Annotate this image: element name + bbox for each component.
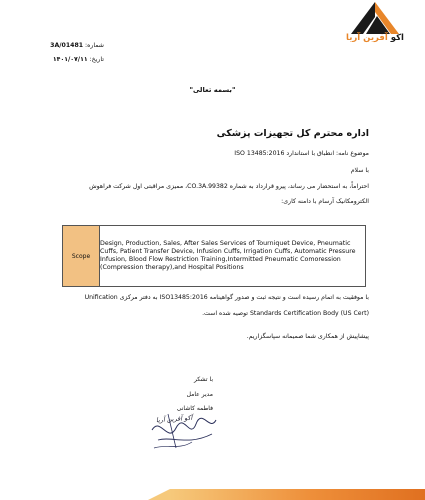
greeting: با سلام [350, 167, 369, 174]
logo-mark-icon [346, 2, 404, 34]
scope-table [62, 225, 366, 287]
number-value: 3A/01481 [50, 42, 84, 49]
signature-title: مدیر عامل [186, 391, 213, 398]
footer-accent-bar [170, 489, 425, 500]
company-name [338, 33, 412, 43]
letter-date [14, 56, 104, 63]
date-value: ۱۴۰۱/۰۷/۱۱ [52, 56, 88, 63]
scope-text: Design, Production, Sales, After Sales Services of Tourniquet Device, Pneumatic Cuffs, Patient Transfer Device, Infusion Cuffs, Irrigation Cuffs, Automatic Pressure Infusion, Blood Flow Restriction Training,Intermitted Pneumatic Comoression (Compression therapy),and Hospital Positions [100, 226, 366, 287]
subject-line [234, 150, 369, 157]
closing-line: پیشاپیش از همکاری شما صمیمانه سپاسگزاریم. [246, 333, 369, 340]
body-line-1: احتراماً، به استحضار می رساند، پیرو قرارداد به شماره CO.3A.99382، ممیزی مراقبتی اول شرکت فراهوش [89, 183, 369, 190]
scope-row [63, 226, 366, 287]
signature-thanks: با تشکر [193, 376, 213, 383]
scope-label: Scope [63, 226, 100, 287]
company-name-part1: اکو [390, 33, 404, 43]
bismillah-heading: "بسمه تعالی" [189, 86, 236, 94]
number-label: شماره: [85, 42, 104, 49]
subject-text: انطباق با استاندارد ISO 13485:2016 [234, 150, 335, 157]
recipient-heading: اداره محترم کل تجهیزات پزشکی [216, 128, 369, 139]
subject-label: موضوع نامه: [336, 150, 369, 157]
date-label: تاریخ: [89, 56, 104, 63]
result-line-2: Standards Certification Body (US Cert) توصیه شده است. [202, 310, 369, 317]
company-name-part2: آفرین آریا [346, 33, 388, 43]
company-logo [338, 2, 412, 48]
letter-number [14, 42, 104, 49]
signature-name: فاطمه کاشانی [176, 405, 213, 412]
body-line-2: الکترومکانیک آرسام با دامنه کاری: [281, 198, 369, 205]
stamp-text: آکو آفرین آریا [155, 413, 193, 425]
result-line-1: با موفقیت به اتمام رسیده است و نتیجه ثبت و صدور گواهینامه ISO13485:2016 به دفتر مرکزی Unification [84, 294, 369, 301]
company-stamp [146, 410, 220, 452]
